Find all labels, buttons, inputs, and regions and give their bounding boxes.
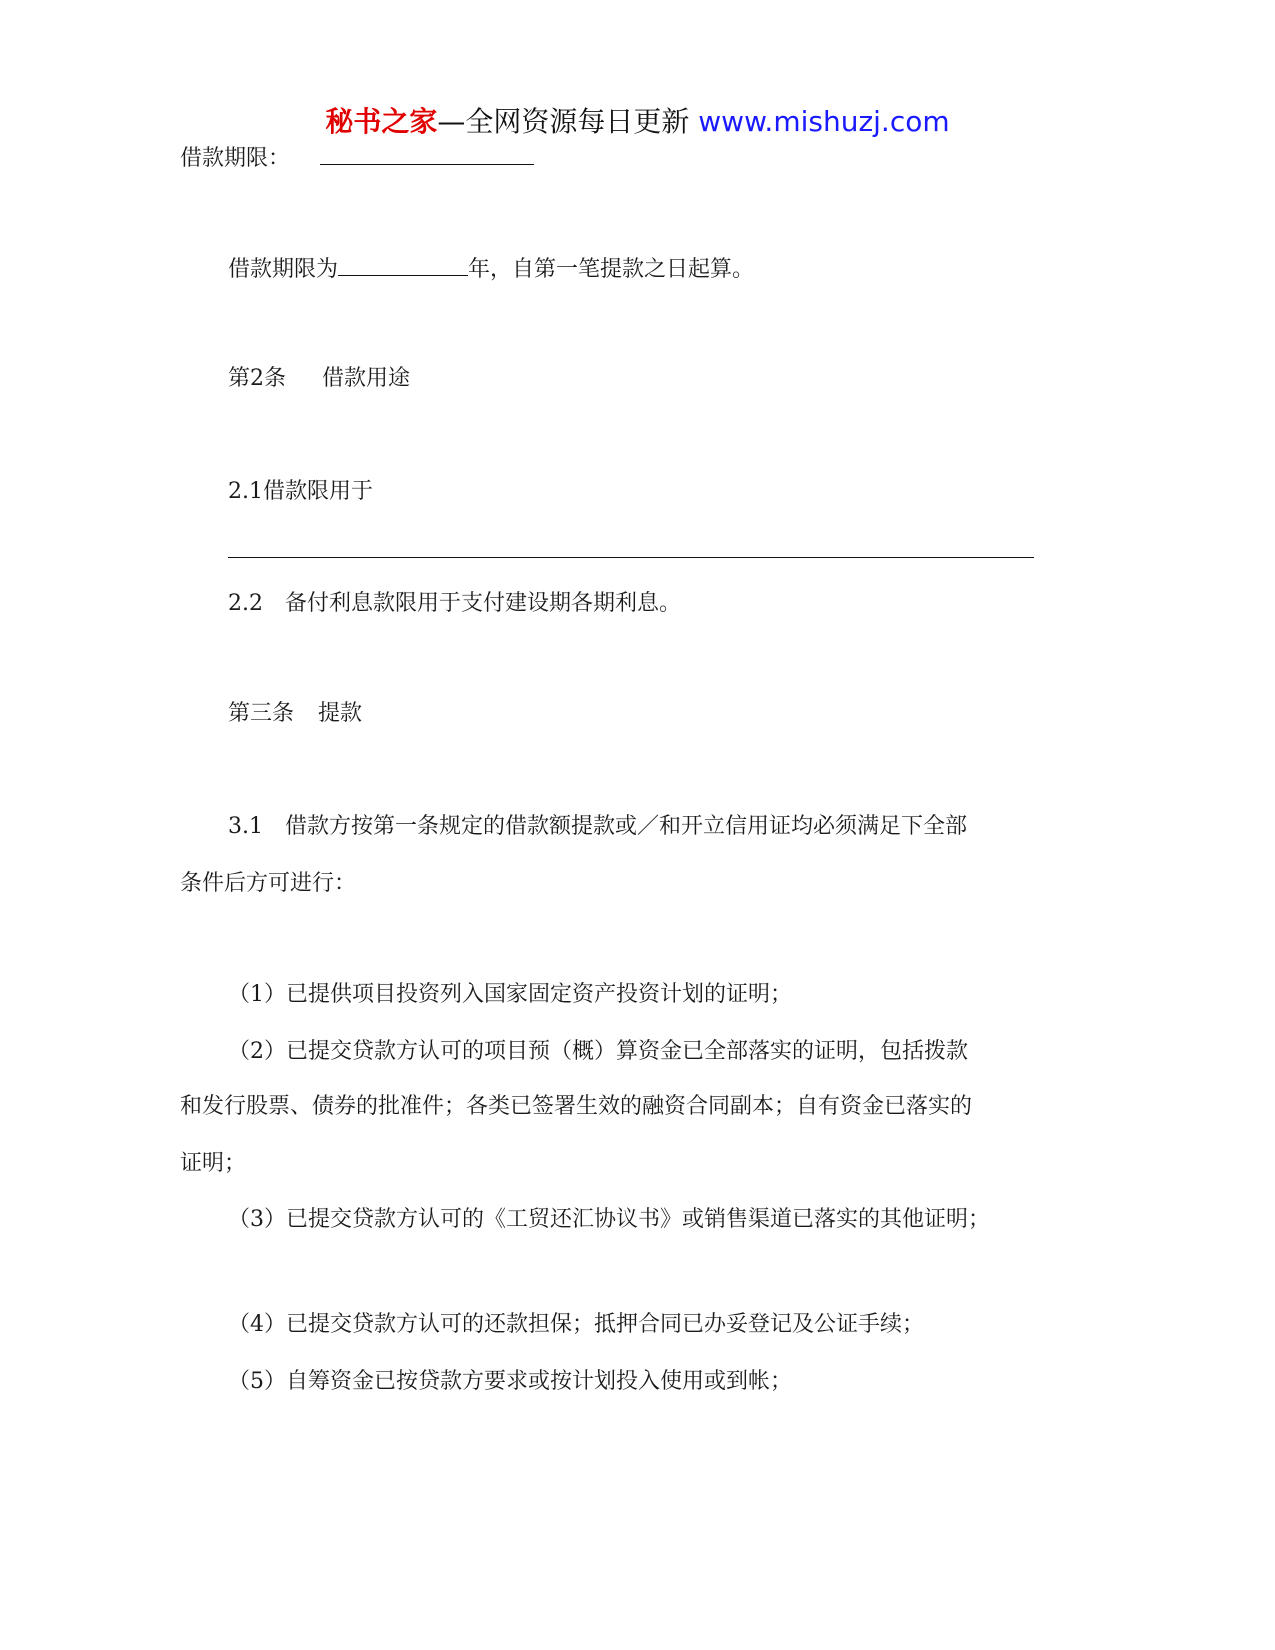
term-sentence [228,253,754,285]
clause-2-2-text: 备付利息款限用于支付建设期各期利息。 [285,591,682,616]
header-tagline: —全网资源每日更新 [437,105,699,138]
condition-4: （4）已提交贷款方认可的还款担保；抵押合同已办妥登记及公证手续； [228,1312,924,1337]
condition-2-continued: 和发行股票、债券的批准件；各类已签署生效的融资合同副本；自有资金已落实的 [180,1094,973,1119]
clause-2-1-blank-line [228,557,1034,558]
term-years-blank [338,253,468,276]
site-url-link[interactable]: www.mishuzj.com [698,105,950,138]
article-3-number: 第三条 [228,701,295,726]
site-header [0,102,1275,142]
article-2-title: 借款用途 [322,366,411,391]
clause-2-1: 2.1借款限用于 [228,479,373,504]
article-2-heading [228,364,410,394]
clause-3-1-continued: 条件后方可进行： [180,871,357,896]
article-2-number: 第2条 [228,366,286,391]
brand-name: 秘书之家 [325,105,438,138]
term-sentence-end: 年，自第一笔提款之日起算。 [468,257,755,282]
clause-2-2 [228,589,681,619]
clause-3-1 [228,812,967,842]
condition-3: （3）已提交贷款方认可的《工贸还汇协议书》或销售渠道已落实的其他证明； [228,1207,990,1232]
condition-2-end: 证明； [180,1151,247,1176]
condition-5: （5）自筹资金已按贷款方要求或按计划投入使用或到帐； [228,1369,792,1394]
clause-3-1-number: 3.1 [228,814,263,839]
term-sentence-start: 借款期限为 [228,257,339,282]
term-label: 借款期限： [180,146,291,171]
clause-2-2-number: 2.2 [228,591,263,616]
article-3-heading [228,699,362,729]
condition-2: （2）已提交贷款方认可的项目预（概）算资金已全部落实的证明，包括拨款 [228,1039,968,1064]
clause-3-1-text: 借款方按第一条规定的借款额提款或／和开立信用证均必须满足下全部 [285,814,968,839]
article-3-title: 提款 [318,701,363,726]
term-blank-field [320,142,534,165]
term-label-line [180,142,534,174]
condition-1: （1）已提供项目投资列入国家固定资产投资计划的证明； [228,982,792,1007]
